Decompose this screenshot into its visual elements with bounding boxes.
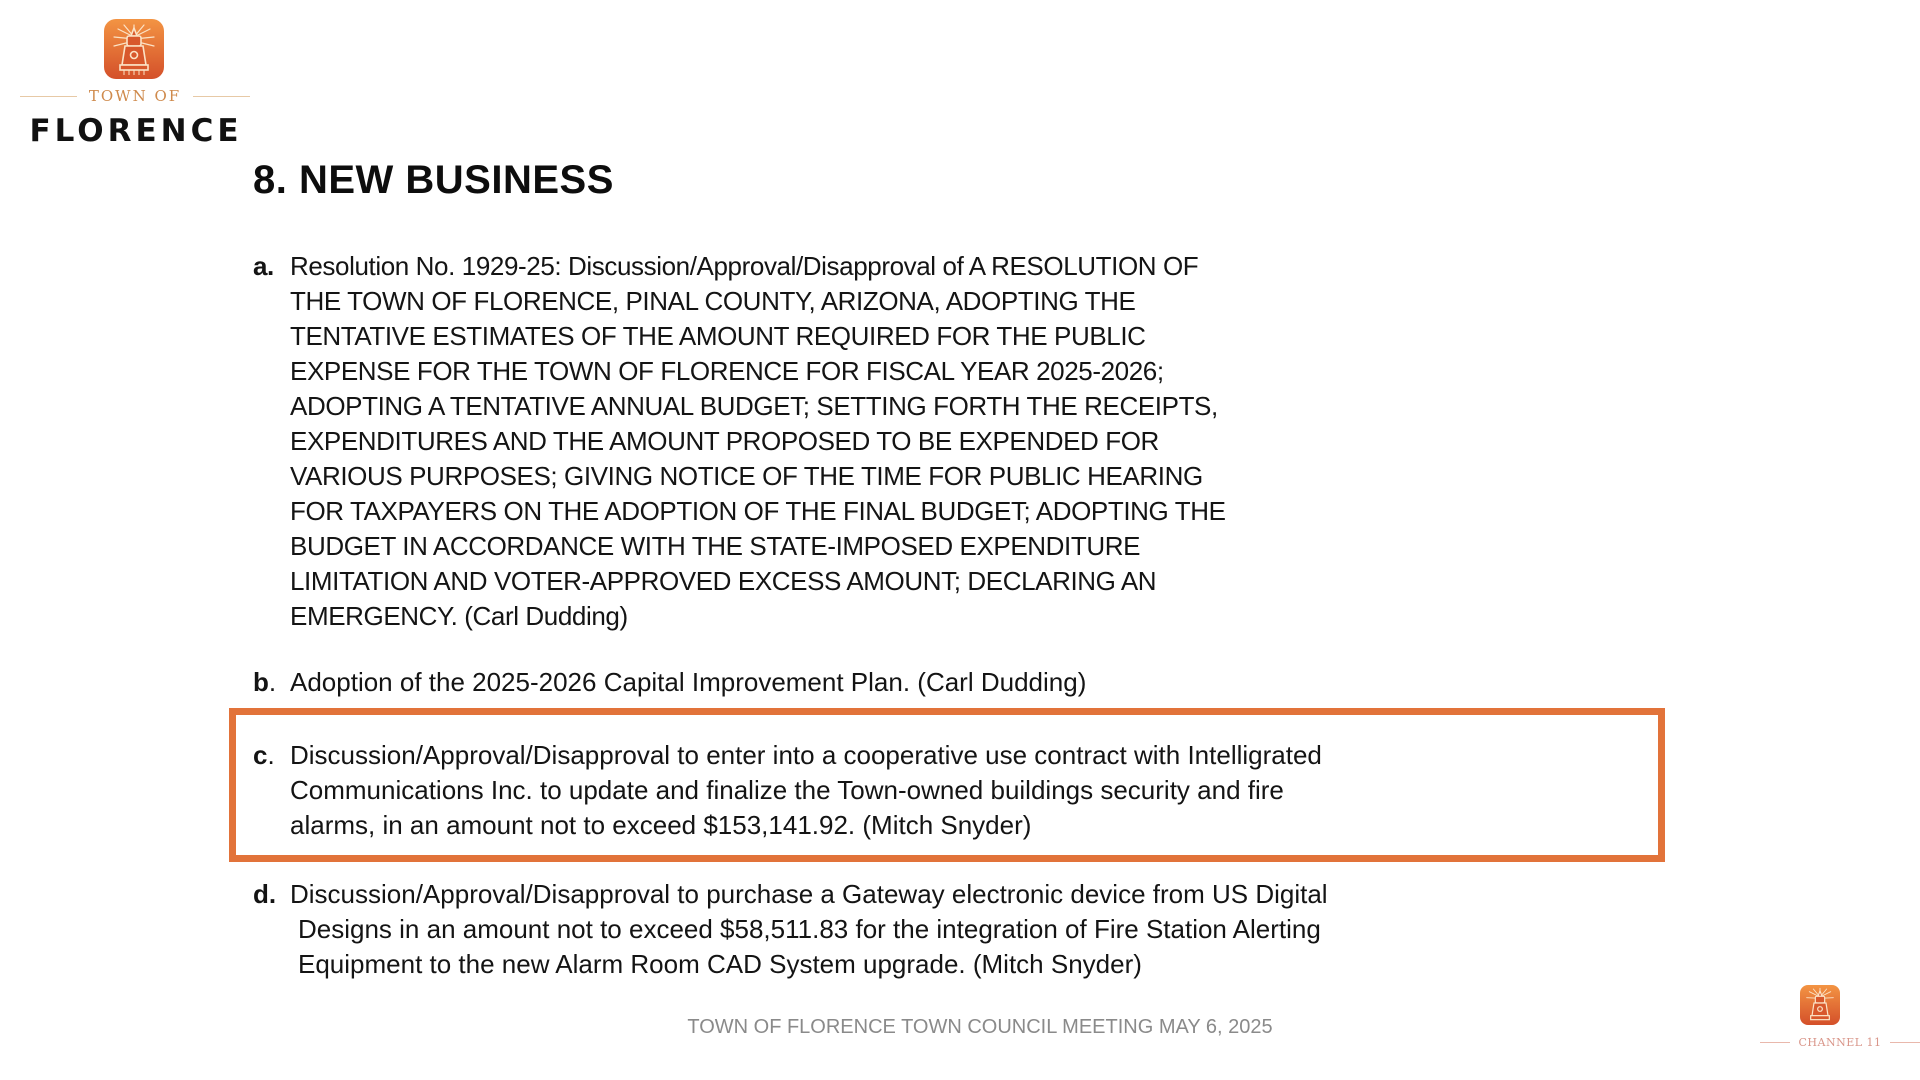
slide-title: 8. NEW BUSINESS — [253, 158, 614, 202]
agenda-item-text: Resolution No. 1929-25: Discussion/Approval/Disapproval of A RESOLUTION OF — [290, 251, 1199, 281]
agenda-item-a — [253, 249, 1226, 634]
agenda-item-letter: c — [253, 740, 268, 770]
channel-label: CHANNEL 11 — [1798, 1035, 1882, 1049]
agenda-item-line: EMERGENCY. (Carl Dudding) — [290, 601, 628, 631]
agenda-item-line: EXPENDITURES AND THE AMOUNT PROPOSED TO BE EXPENDED FOR — [290, 426, 1159, 456]
logo-top-line: TOWN OF — [88, 87, 182, 105]
agenda-item-letter: b — [253, 667, 269, 697]
channel-divider-left — [1760, 1042, 1790, 1043]
agenda-item-c — [253, 738, 1322, 843]
agenda-item-line: THE TOWN OF FLORENCE, PINAL COUNTY, ARIZONA, ADOPTING THE — [290, 286, 1136, 316]
agenda-item-line: TENTATIVE ESTIMATES OF THE AMOUNT REQUIRED FOR THE PUBLIC — [290, 321, 1146, 351]
agenda-item-text: Discussion/Approval/Disapproval to purchase a Gateway electronic device from US Digital — [290, 879, 1328, 909]
agenda-item-label — [253, 738, 290, 773]
agenda-item-label: d. — [253, 879, 277, 909]
courthouse-tower-icon — [104, 19, 164, 79]
agenda-item-label: a. — [253, 251, 274, 281]
agenda-item-label — [253, 665, 290, 700]
agenda-item-line: alarms, in an amount not to exceed $153,141.92. (Mitch Snyder) — [290, 810, 1032, 840]
agenda-item-line: VARIOUS PURPOSES; GIVING NOTICE OF THE TIME FOR PUBLIC HEARING — [290, 461, 1203, 491]
agenda-item-line: LIMITATION AND VOTER-APPROVED EXCESS AMOUNT; DECLARING AN — [290, 566, 1157, 596]
channel-subtitle — [1760, 1035, 1920, 1049]
agenda-item-d — [253, 877, 1328, 982]
agenda-item-line: EXPENSE FOR THE TOWN OF FLORENCE FOR FISCAL YEAR 2025-2026; — [290, 356, 1164, 386]
agenda-item-line: BUDGET IN ACCORDANCE WITH THE STATE-IMPOSED EXPENDITURE — [290, 531, 1141, 561]
agenda-item-line — [253, 249, 1226, 284]
slide-footer: TOWN OF FLORENCE TOWN COUNCIL MEETING MAY 6, 2025 — [687, 1016, 1273, 1038]
logo-divider-right — [193, 96, 250, 97]
logo-town-name: FLORENCE — [29, 113, 243, 149]
agenda-item-line — [253, 877, 1328, 912]
courthouse-tower-icon — [1800, 985, 1840, 1025]
agenda-item-b — [253, 665, 1086, 700]
agenda-item-line: Communications Inc. to update and finalize the Town-owned buildings security and fire — [290, 775, 1284, 805]
agenda-item-period: . — [267, 740, 275, 770]
agenda-item-line: ADOPTING A TENTATIVE ANNUAL BUDGET; SETTING FORTH THE RECEIPTS, — [290, 391, 1218, 421]
logo-divider-left — [20, 96, 77, 97]
channel-divider-right — [1890, 1042, 1920, 1043]
agenda-item-period: . — [268, 667, 277, 697]
logo-subtitle — [20, 88, 250, 104]
agenda-item-text: Discussion/Approval/Disapproval to enter into a cooperative use contract with Intelligrated — [290, 740, 1322, 770]
agenda-item-line: Equipment to the new Alarm Room CAD System upgrade. (Mitch Snyder) — [298, 949, 1142, 979]
agenda-item-line: Designs in an amount not to exceed $58,511.83 for the integration of Fire Station Alerting — [298, 914, 1321, 944]
agenda-item-line — [253, 738, 1322, 773]
agenda-item-line: FOR TAXPAYERS ON THE ADOPTION OF THE FINAL BUDGET; ADOPTING THE — [290, 496, 1226, 526]
agenda-item-line — [253, 665, 1086, 700]
agenda-item-text: Adoption of the 2025-2026 Capital Improvement Plan. (Carl Dudding) — [290, 667, 1087, 697]
